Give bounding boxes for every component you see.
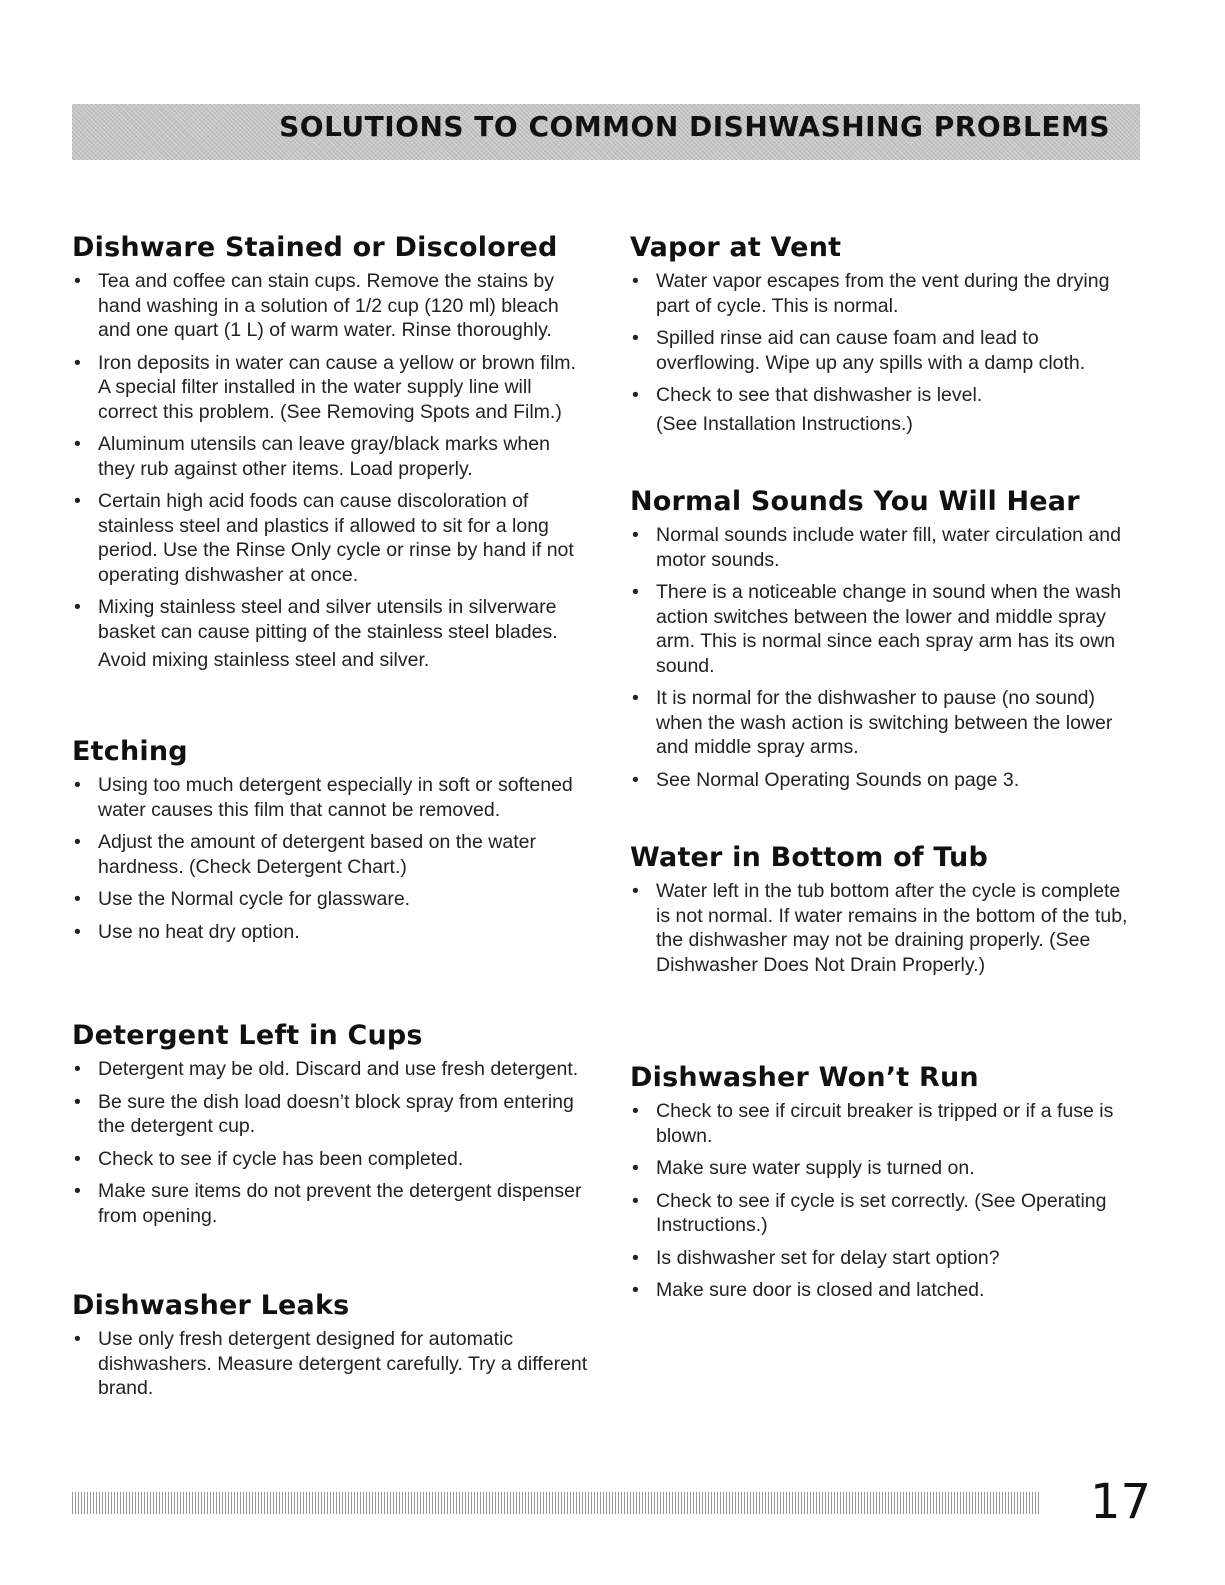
item-note: Avoid mixing stainless steel and silver. xyxy=(98,649,430,671)
bullet-icon: • xyxy=(632,581,639,603)
bullet-icon: • xyxy=(74,1147,81,1170)
section-title: Normal Sounds You Will Hear xyxy=(630,486,1080,517)
section-detergent-left xyxy=(72,1020,592,1236)
list-item: • Use the Normal cycle for glassware. xyxy=(74,888,411,910)
list-item: • There is a noticeable change in sound when the wash action switches between the lower and middle spray arm. This is normal since each spray arm has its own sound. xyxy=(632,581,1122,677)
section-etching xyxy=(72,736,592,952)
list-item: • Spilled rinse aid can cause foam and lead to overflowing. Wipe up any spills with a damp cloth. xyxy=(632,327,1086,374)
list-item: • Check to see if circuit breaker is tripped or if a fuse is blown. xyxy=(632,1100,1114,1147)
list-item: • Check to see that dishwasher is level. (See Installation Instructions.) xyxy=(630,383,1130,436)
bullet-icon: • xyxy=(74,1180,81,1202)
section-dishwasher-leaks xyxy=(72,1290,592,1409)
list-item: • Use no heat dry option. xyxy=(74,920,300,943)
list-item: • Water left in the tub bottom after the cycle is complete is not normal. If water remains in the bottom of the tub, the dishwasher may not be draining properly. (See Dishwasher Does Not Drain Properly.) xyxy=(632,880,1128,976)
list-item: • Check to see if cycle has been completed. xyxy=(74,1147,464,1170)
section-water-in-bottom xyxy=(630,842,1130,985)
bullet-list xyxy=(72,773,592,944)
bullet-icon: • xyxy=(632,1189,639,1212)
list-item: • Tea and coffee can stain cups. Remove the stains by hand washing in a solution of 1/2 cup (120 ml) bleach and one quart (1 L) of warm water. Rinse thoroughly. xyxy=(74,270,559,341)
bullet-icon: • xyxy=(74,774,81,796)
section-normal-sounds xyxy=(630,486,1130,800)
list-item: • Normal sounds include water fill, water circulation and motor sounds. xyxy=(632,524,1121,571)
banner-title: SOLUTIONS TO COMMON DISHWASHING PROBLEMS xyxy=(279,110,1110,143)
bullet-icon: • xyxy=(74,1090,81,1113)
bullet-icon: • xyxy=(632,524,639,546)
bullet-icon: • xyxy=(74,1328,81,1350)
bullet-icon: • xyxy=(632,1100,639,1122)
bullet-icon: • xyxy=(632,384,639,406)
list-item: • Aluminum utensils can leave gray/black marks when they rub against other items. Load properly. xyxy=(74,433,550,480)
list-item: • Make sure door is closed and latched. xyxy=(632,1279,985,1301)
bullet-list xyxy=(630,879,1130,977)
footer-divider xyxy=(72,1492,1040,1514)
bullet-icon: • xyxy=(74,1058,81,1080)
list-item: • Make sure water supply is turned on. xyxy=(632,1157,975,1179)
section-title: Etching xyxy=(72,736,188,767)
bullet-list xyxy=(630,269,1130,436)
list-item: • Using too much detergent especially in soft or softened water causes this film that cannot be removed. xyxy=(74,774,573,821)
list-item: • Make sure items do not prevent the detergent dispenser from opening. xyxy=(74,1180,582,1227)
section-vapor-at-vent xyxy=(630,232,1130,444)
section-banner xyxy=(72,104,1140,160)
bullet-icon: • xyxy=(632,880,639,902)
page-number: 17 xyxy=(1090,1474,1152,1530)
list-item: • Is dishwasher set for delay start option? xyxy=(632,1246,1000,1269)
bullet-icon: • xyxy=(74,270,81,292)
list-item: • It is normal for the dishwasher to pause (no sound) when the wash action is switching between the lower and middle spray arms. xyxy=(632,687,1113,758)
bullet-icon: • xyxy=(74,490,81,512)
bullet-icon: • xyxy=(632,1246,639,1269)
bullet-icon: • xyxy=(74,596,81,618)
bullet-list xyxy=(72,269,592,673)
list-item: • Use only fresh detergent designed for automatic dishwashers. Measure detergent carefully. Try a different brand. xyxy=(74,1328,588,1399)
list-item: • Water vapor escapes from the vent during the drying part of cycle. This is normal. xyxy=(632,270,1110,317)
item-note: (See Installation Instructions.) xyxy=(656,412,913,435)
list-item: • Certain high acid foods can cause discoloration of stainless steel and plastics if allowed to sit for a long period. Use the Rinse Only cycle or rinse by hand if not operating dishwasher at once. xyxy=(74,490,574,586)
section-title: Dishwasher Leaks xyxy=(72,1290,350,1321)
bullet-icon: • xyxy=(74,888,81,910)
section-wont-run xyxy=(630,1062,1130,1311)
section-title: Dishwasher Won’t Run xyxy=(630,1062,979,1093)
bullet-icon: • xyxy=(632,270,639,292)
bullet-icon: • xyxy=(74,831,81,853)
section-dishware-stained xyxy=(72,232,592,681)
list-item: • Iron deposits in water can cause a yellow or brown film. A special filter installed in the water supply line will correct this problem. (See Removing Spots and Film.) xyxy=(74,351,576,423)
list-item: • Check to see if cycle is set correctly. (See Operating Instructions.) xyxy=(632,1189,1107,1236)
bullet-icon: • xyxy=(632,327,639,349)
bullet-icon: • xyxy=(632,768,639,791)
section-title: Water in Bottom of Tub xyxy=(630,842,988,873)
list-item: • See Normal Operating Sounds on page 3. xyxy=(632,768,1020,791)
bullet-list xyxy=(630,1099,1130,1303)
section-title: Vapor at Vent xyxy=(630,232,842,263)
list-item: • Mixing stainless steel and silver utensils in silverware basket can cause pitting of the stainless steel blades. Avoid mixing stainless steel and silver. xyxy=(72,595,592,673)
list-item: • Adjust the amount of detergent based on the water hardness. (Check Detergent Chart.) xyxy=(74,831,536,878)
bullet-icon: • xyxy=(74,433,81,455)
section-title: Detergent Left in Cups xyxy=(72,1020,423,1051)
list-item: • Be sure the dish load doesn’t block spray from entering the detergent cup. xyxy=(74,1090,574,1137)
bullet-list xyxy=(72,1057,592,1228)
bullet-icon: • xyxy=(632,1157,639,1179)
bullet-icon: • xyxy=(74,920,81,943)
bullet-icon: • xyxy=(632,687,639,709)
bullet-list xyxy=(630,523,1130,792)
bullet-list xyxy=(72,1327,592,1401)
bullet-icon: • xyxy=(632,1279,639,1301)
bullet-icon: • xyxy=(74,351,81,374)
section-title: Dishware Stained or Discolored xyxy=(72,232,558,263)
list-item: • Detergent may be old. Discard and use fresh detergent. xyxy=(74,1058,579,1080)
